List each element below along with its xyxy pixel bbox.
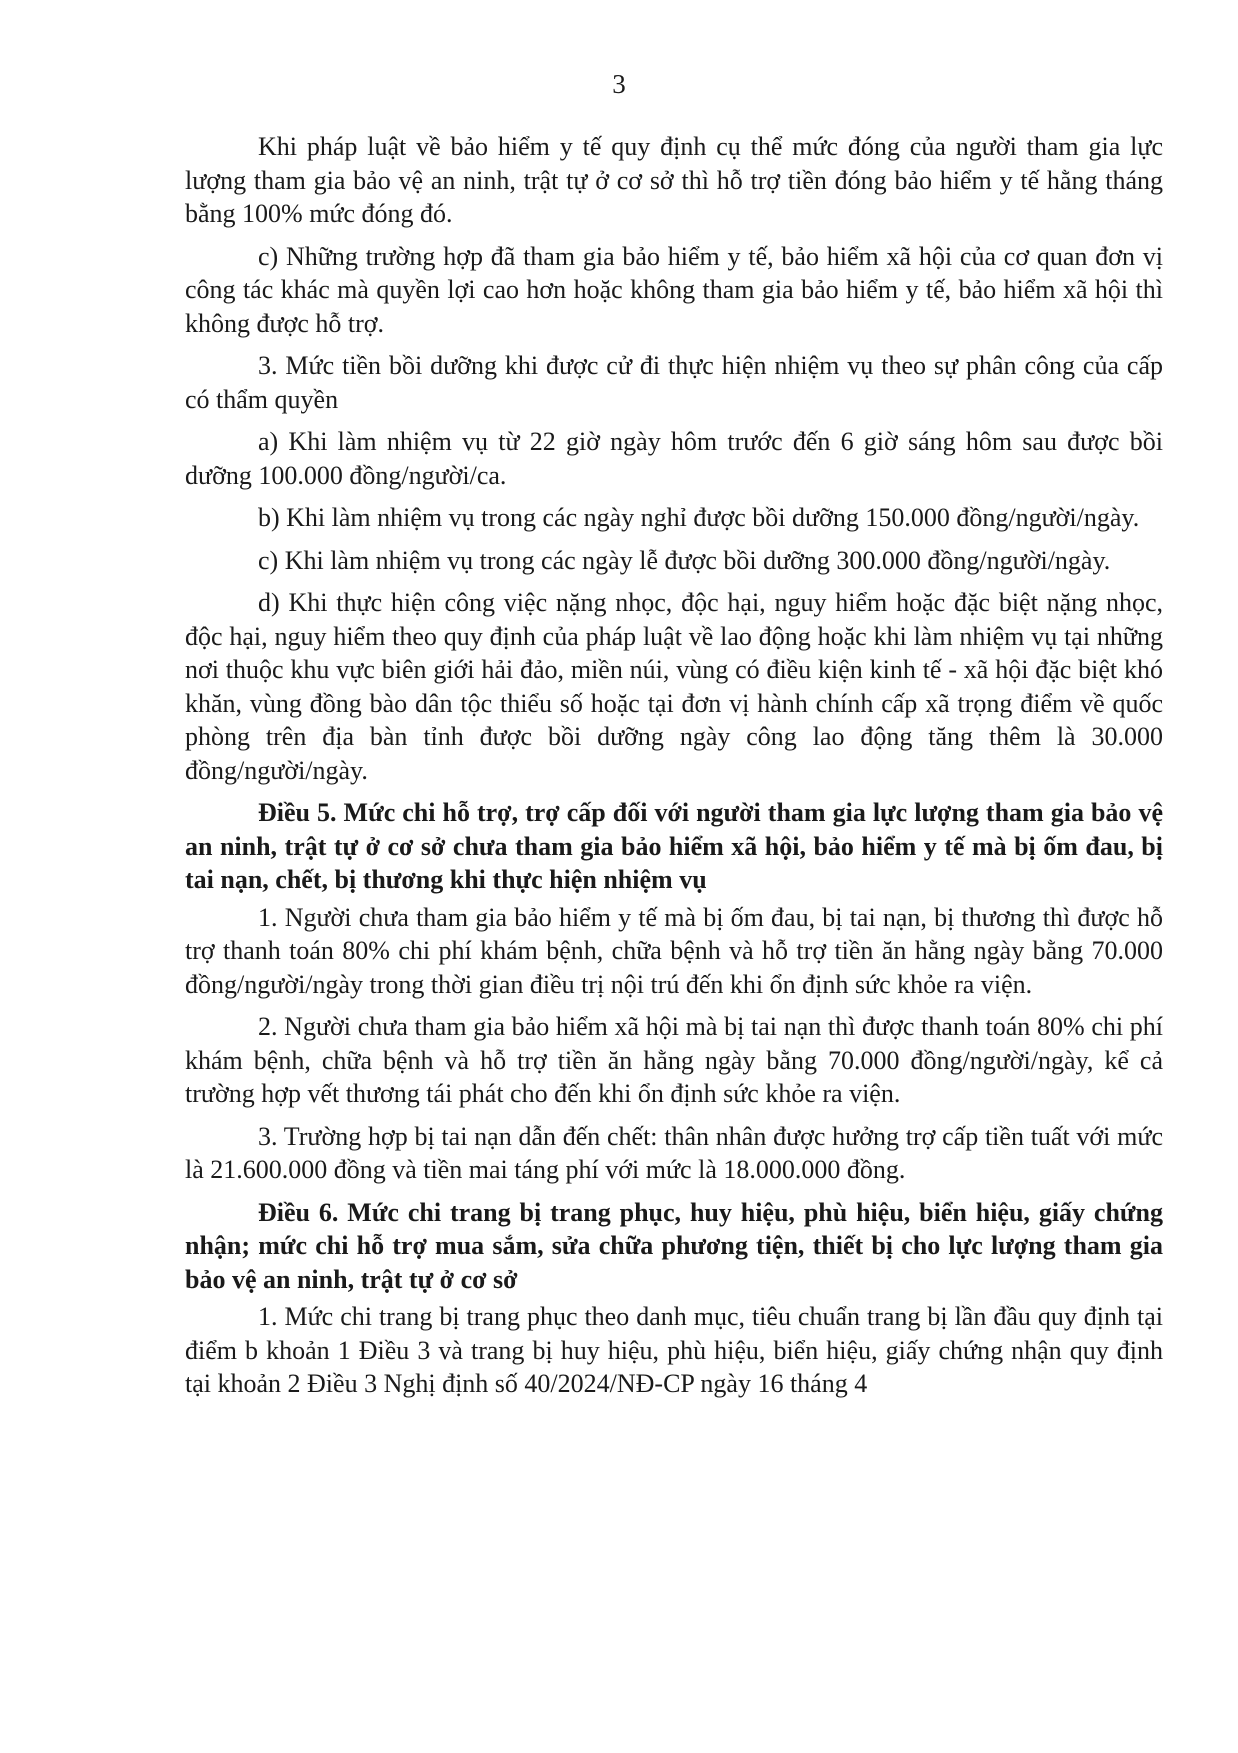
paragraph-holiday-duty: c) Khi làm nhiệm vụ trong các ngày lễ được bồi dưỡng 300.000 đồng/người/ngày. — [258, 545, 1111, 575]
paragraph-no-social-insurance: 2. Người chưa tham gia bảo hiểm xã hội mà bị tai nạn thì được thanh toán 80% chi phí khám bệnh, chữa bệnh và hỗ trợ tiền ăn hằng ngày bằng 70.000 đồng/người/ngày, kể cả trường hợp vết thương tái phát cho đến khi ổn định sức khỏe ra viện. — [185, 1012, 1163, 1108]
paragraph-no-support-cases: c) Những trường hợp đã tham gia bảo hiểm y tế, bảo hiểm xã hội của cơ quan đơn vị công tác khác mà quyền lợi cao hơn hoặc không tham gia bảo hiểm y tế, bảo hiểm xã hội thì không được hỗ trợ. — [185, 241, 1163, 338]
article-6-heading: Điều 6. Mức chi trang bị trang phục, huy hiệu, phù hiệu, biển hiệu, giấy chứng nhận; mức chi hỗ trợ mua sắm, sửa chữa phương tiện, thiết bị cho lực lượng tham gia bảo vệ an ninh, trật tự ở cơ sở — [185, 1197, 1163, 1294]
paragraph-health-insurance-contribution: Khi pháp luật về bảo hiểm y tế quy định cụ thể mức đóng của người tham gia lực lượng tham gia bảo vệ an ninh, trật tự ở cơ sở thì hỗ trợ tiền đóng bảo hiểm y tế hằng tháng bằng 100% mức đóng đó. — [185, 132, 1163, 228]
paragraph-no-health-insurance: 1. Người chưa tham gia bảo hiểm y tế mà bị ốm đau, bị tai nạn, bị thương thì được hỗ trợ thanh toán 80% chi phí khám bệnh, chữa bệnh và hỗ trợ tiền ăn hằng ngày bằng 70.000 đồng/người/ngày trong thời gian điều trị nội trú đến khi ổn định sức khỏe ra viện. — [185, 902, 1163, 999]
paragraph-death-benefit: 3. Trường hợp bị tai nạn dẫn đến chết: thân nhân được hưởng trợ cấp tiền tuất với mức là 21.600.000 đồng và tiền mai táng phí với mức là 18.000.000 đồng. — [185, 1121, 1163, 1184]
paragraph-allowance-level: 3. Mức tiền bồi dưỡng khi được cử đi thực hiện nhiệm vụ theo sự phân công của cấp có thẩm quyền — [185, 351, 1163, 414]
paragraph-night-duty: a) Khi làm nhiệm vụ từ 22 giờ ngày hôm trước đến 6 giờ sáng hôm sau được bồi dưỡng 100.000 đồng/người/ca. — [185, 427, 1163, 490]
document-body — [185, 130, 1163, 1410]
paragraph-uniform-equipment: 1. Mức chi trang bị trang phục theo danh mục, tiêu chuẩn trang bị lần đầu quy định tại điểm b khoản 1 Điều 3 và trang bị huy hiệu, phù hiệu, biển hiệu, giấy chứng nhận quy định tại khoản 2 Điều 3 Nghị định số 40/2024/NĐ-CP ngày 16 tháng 4 — [185, 1302, 1163, 1398]
page-number: 3 — [612, 69, 626, 99]
paragraph-hazardous-work: d) Khi thực hiện công việc nặng nhọc, độc hại, nguy hiểm hoặc đặc biệt nặng nhọc, độc hại, nguy hiểm theo quy định của pháp luật về lao động hoặc khi làm nhiệm vụ tại những nơi thuộc khu vực biên giới hải đảo, miền núi, vùng có điều kiện kinh tế - xã hội đặc biệt khó khăn, vùng đồng bào dân tộc thiểu số hoặc tại đơn vị hành chính cấp xã trọng điểm về quốc phòng trên địa bàn tỉnh được bồi dưỡng ngày công lao động tăng thêm là 30.000 đồng/người/ngày. — [185, 588, 1163, 785]
paragraph-day-off-duty: b) Khi làm nhiệm vụ trong các ngày nghỉ được bồi dưỡng 150.000 đồng/người/ngày. — [258, 503, 1140, 532]
article-5-heading: Điều 5. Mức chi hỗ trợ, trợ cấp đối với người tham gia lực lượng tham gia bảo vệ an ninh, trật tự ở cơ sở chưa tham gia bảo hiểm xã hội, bảo hiểm y tế mà bị ốm đau, bị tai nạn, chết, bị thương khi thực hiện nhiệm vụ — [185, 798, 1163, 894]
